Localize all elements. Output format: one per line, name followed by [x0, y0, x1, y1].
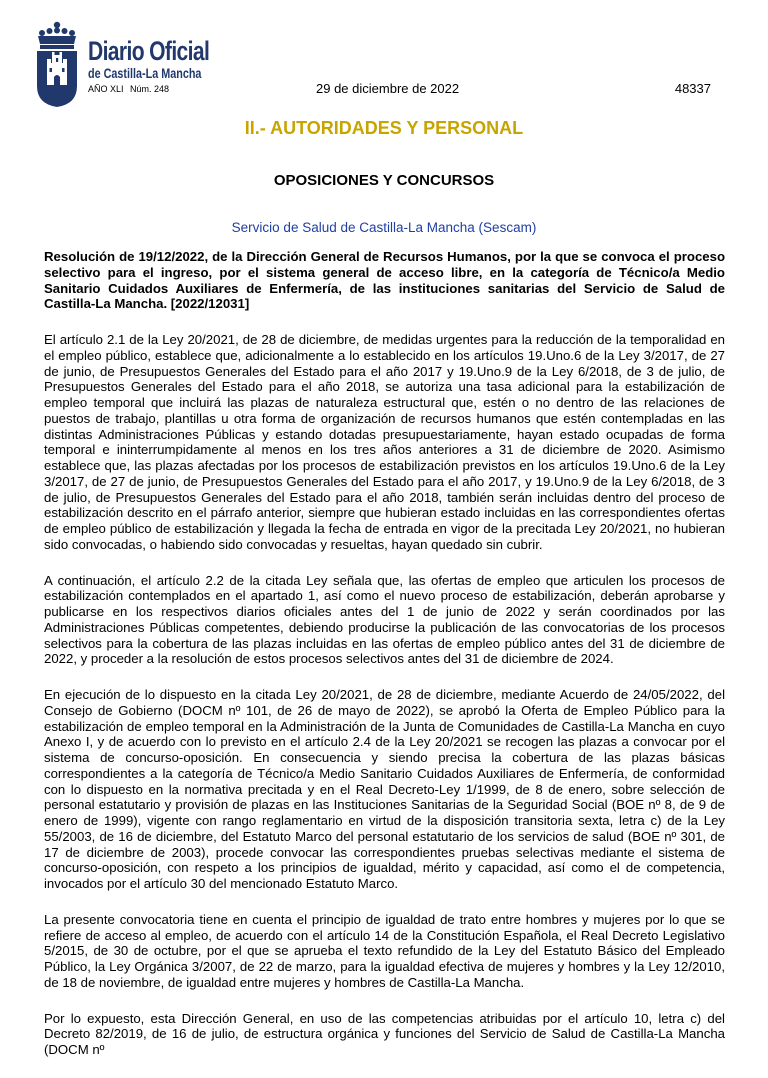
- castle-crest-icon: [34, 20, 80, 108]
- brand-name: Diario Oficial: [88, 36, 210, 66]
- body-paragraph: En ejecución de lo dispuesto en la citada Ley 20/2021, de 28 de diciembre, mediante Acuerdo de 24/05/2022, del Consejo de Gobierno (DOCM nº 101, de 26 de mayo de 2022), se aprobó la Oferta de Empleo Público para la estabilización de empleo temporal en la Administración de la Junta de Comunidades de Castilla-La Mancha en cuyo Anexo I, y de acuerdo con lo previsto en el artículo 2.4 de la Ley 20/2021 se recogen las plazas a convocar por el sistema de concurso-oposición. En consecuencia y siendo precisa la cobertura de las plazas básicas correspondientes a la categoría de Técnico/a Medio Sanitario Cuidados Auxiliares de Enfermería, de conformidad con lo dispuesto en la normativa precitada y en el Real Decreto-Ley 1/1999, de 8 de enero, sobre selección de personal estatutario y provisión de plazas en las Instituciones Sanitarias de la Seguridad Social (BOE nº 8, de 9 de enero de 1999), vigente con rango reglamentario en virtud de la disposición transitoria sexta, letra c) de la Ley 55/2003, de 16 de diciembre, del Estatuto Marco del personal estatutario de los servicios de salud (BOE nº 301, de 17 de diciembre de 2003), procede convocar las correspondientes pruebas selectivas mediante el sistema de concurso-oposición, con respeto a los principios de igualdad, mérito y capacidad, así como el de competencia, invocados por el artículo 30 del mencionado Estatuto Marco.: [44, 687, 725, 891]
- organism-name: Servicio de Salud de Castilla-La Mancha (Sescam): [231, 220, 537, 235]
- resolution-title: Resolución de 19/12/2022, de la Dirección General de Recursos Humanos, por la que se convoca el proceso selectivo para el ingreso, por el sistema general de acceso libre, en la categoría de Técnico/a Medio Sanitario Cuidados Auxiliares de Enfermería, de las instituciones sanitarias del Servicio de Salud de Castilla-La Mancha. [2022/12031]: [44, 249, 725, 312]
- body-paragraph: Por lo expuesto, esta Dirección General, en uso de las competencias atribuidas por el artículo 10, letra c) del Decreto 82/2019, de 16 de julio, de estructura orgánica y funciones del Servicio de Salud de Castilla-La Mancha (DOCM nº: [44, 1010, 725, 1057]
- publication-date: 29 de diciembre de 2022: [316, 81, 460, 96]
- subsection-title: OPOSICIONES Y CONCURSOS: [273, 172, 495, 189]
- issue-number: Núm. 248: [130, 84, 170, 94]
- issue-line: [88, 84, 173, 94]
- body-paragraph: La presente convocatoria tiene en cuenta el principio de igualdad de trato entre hombres y mujeres por lo que se refiere de acceso al empleo, de acuerdo con el artículo 14 de la Constitución Española, el Real Decreto Legislativo 5/2015, de 30 de octubre, por el que se aprueba el texto refundido de la Ley del Estatuto Básico del Empleado Público, la Ley Orgánica 3/2007, de 22 de marzo, para la igualdad efectiva de mujeres y hombres y la Ley 12/2010, de 18 de noviembre, de igualdad entre mujeres y hombres de Castilla-La Mancha.: [44, 911, 725, 990]
- document-body: [44, 249, 725, 1078]
- section-title: II.- AUTORIDADES Y PERSONAL: [244, 118, 524, 138]
- body-paragraph: A continuación, el artículo 2.2 de la citada Ley señala que, las ofertas de empleo que articulen los procesos de estabilización contemplados en el apartado 1, así como el nuevo proceso de estabilización, deberán aprobarse y publicarse en los respectivos diarios oficiales antes del 1 de junio de 2022 y serán coordinados por las Administraciones Públicas competentes, debiendo producirse la publicación de las convocatorias de los procesos selectivos para la cobertura de las plazas incluidas en las ofertas de empleo público antes del 31 de diciembre de 2022, y proceder a la resolución de estos procesos selectivos antes del 31 de diciembre de 2024.: [44, 572, 725, 667]
- brand-subtitle: de Castilla-La Mancha: [88, 66, 202, 81]
- page-number: 48337: [674, 81, 711, 96]
- page-header: [0, 0, 768, 110]
- body-paragraph: El artículo 2.1 de la Ley 20/2021, de 28 de diciembre, de medidas urgentes para la reducción de la temporalidad en el empleo público, establece que, adicionalmente a lo establecido en los artículos 19.Uno.6 de la Ley 3/2017, de 27 de junio, de Presupuestos Generales del Estado para el año 2017 y 19.Uno.9 de la Ley 6/2018, de 3 de julio, de Presupuestos Generales del Estado para el año 2018, se autoriza una tasa adicional para la estabilización de empleo temporal que incluirá las plazas de naturaleza estructural que, estén o no dentro de las relaciones de puestos de trabajo, plantillas u otra forma de organización de recursos humanos que estén contempladas en las distintas Administraciones Públicas y estando dotadas presupuestariamente, hayan estado ocupadas de forma temporal e ininterrumpidamente al menos en los tres años anteriores a 31 de diciembre de 2020. Asimismo establece que, las plazas afectadas por los procesos de estabilización previstos en los artículos 19.Uno.6 de la Ley 3/2017, de 27 de junio, de Presupuestos Generales del Estado para el año 2017, y 19.Uno.9 de la Ley 6/2018, de 3 de julio, de Presupuestos Generales del Estado para el año 2018, también serán incluidas dentro del proceso de estabilización descrito en el párrafo anterior, siempre que hubieran estado incluidas en las correspondientes ofertas de empleo público de estabilización y llegada la fecha de entrada en vigor de la precitada Ley 20/2021, no hubieran sido convocadas, o habiendo sido convocadas y resueltas, hayan quedado sin cubrir.: [44, 332, 725, 552]
- issue-year: AÑO XLI: [88, 84, 124, 94]
